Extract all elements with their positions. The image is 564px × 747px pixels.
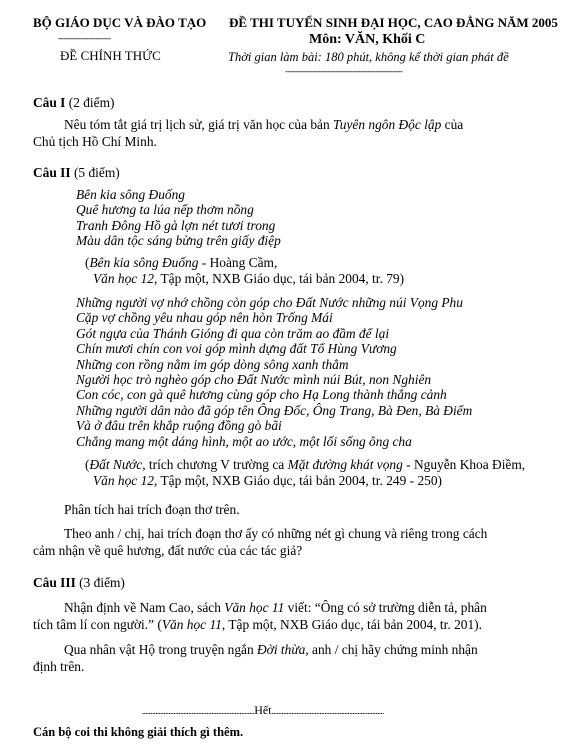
q1-text-a: Nêu tóm tắt giá trị lịch sử, giá trị văn học của bản	[64, 117, 334, 132]
cite2-author: - Nguyễn Khoa Điềm,	[402, 457, 526, 472]
cite2-mid: , trích chương V trường ca	[142, 457, 288, 472]
question-2-label: Câu II	[33, 165, 71, 180]
question-3-para2-line1	[64, 642, 478, 658]
poem-2-line: Người học trò nghèo góp cho Đất Nước mình núi Bút, non Nghiên	[76, 372, 432, 388]
q3-p1-c: tích tâm lí con người.” (	[33, 617, 162, 632]
cite1-title: Bên kia sông Đuống	[89, 255, 199, 270]
question-2-task-2-line2: cảm nhận về quê hương, đất nước của các tác giả?	[33, 543, 303, 558]
citation-1-line1	[85, 255, 404, 271]
question-1-text-line2: Chủ tịch Hồ Chí Minh.	[33, 134, 157, 149]
poem-1-line: Quê hương ta lúa nếp thơm nồng	[76, 202, 254, 218]
question-2-task-1: Phân tích hai trích đoạn thơ trên.	[64, 502, 240, 517]
cite1-author: - Hoàng Cầm,	[198, 255, 278, 270]
official-label: ĐỀ CHÍNH THỨC	[60, 48, 161, 63]
q3-p1-book2: Văn học 11	[161, 617, 222, 632]
citation-2-line2	[85, 473, 525, 489]
poem-2-line: Chẳng mang một dáng hình, một ao ước, một lối sống ông cha	[76, 433, 412, 449]
exam-time-note: Thời gian làm bài: 180 phút, không kể thời gian phát đề	[228, 50, 509, 64]
cite2-open: (	[85, 457, 90, 472]
poem-2-line: Những con rồng nằm im góp dòng sông xanh thẳm	[76, 356, 349, 372]
q1-work-title: Tuyên ngôn Độc lập	[333, 117, 442, 132]
question-1-text-line1	[64, 117, 463, 133]
poem-1-line: Màu dân tộc sáng bừng trên giấy điệp	[76, 233, 281, 249]
q3-p2-story: Đời thừa	[257, 642, 306, 657]
ministry-underline: ---------------------	[58, 33, 111, 43]
cite1-pub: , Tập một, NXB Giáo dục, tái bản 2004, tr. 79)	[154, 271, 405, 286]
poem-excerpt-1	[76, 187, 281, 249]
exam-subject: Môn: VĂN, Khối C	[309, 32, 426, 47]
question-1-points: (2 điểm)	[68, 95, 115, 110]
cite2-title: Đất Nước	[89, 457, 143, 472]
end-word: Hết	[254, 703, 272, 717]
question-3-points: (3 điểm)	[79, 575, 125, 590]
citation-2-line1	[85, 457, 525, 473]
poem-2-line: Con cóc, con gà quê hương cùng góp cho Hạ Long thành thắng cảnh	[76, 387, 447, 403]
question-1-label: Câu I	[33, 95, 66, 110]
poem-2-line: Những người dân nào đã góp tên Ông Đốc, Ông Trang, Bà Đen, Bà Điểm	[76, 402, 473, 418]
q3-p1-b: viết: “Ông có sở trường diễn tả, phân	[284, 600, 487, 615]
q3-p1-a: Nhận định về Nam Cao, sách	[64, 600, 225, 615]
poem-2-line: Gót ngựa của Thánh Gióng đi qua còn trăm ao đầm để lại	[76, 325, 390, 341]
exam-title: ĐỀ THI TUYỂN SINH ĐẠI HỌC, CAO ĐẲNG NĂM 2005	[229, 15, 558, 30]
poem-2-line: Cặp vợ chồng yêu nhau góp nên hòn Trống Mái	[76, 310, 333, 326]
citation-1-line2	[85, 271, 404, 287]
ministry-name: BỘ GIÁO DỤC VÀ ĐÀO TẠO	[33, 15, 207, 30]
proctor-note: Cán bộ coi thi không giải thích gì thêm.	[33, 725, 244, 739]
cite2-pub: , Tập một, NXB Giáo dục, tái bản 2004, tr. 249 - 250)	[154, 473, 442, 488]
end-dots-left: ....................................................................	[142, 706, 255, 716]
question-3-label: Câu III	[33, 575, 76, 590]
question-2-points: (5 điểm)	[73, 165, 120, 180]
cite1-book: Văn học 12	[93, 271, 154, 286]
question-3-para1-line1	[64, 600, 487, 616]
q3-p2-a: Qua nhân vật Hộ trong truyện ngắn	[64, 642, 258, 657]
question-3-para1-line2	[33, 617, 482, 633]
q3-p1-d: , Tập một, NXB Giáo dục, tái bản 2004, tr. 201).	[221, 617, 482, 632]
q1-text-b: của	[441, 117, 464, 132]
question-1-heading	[33, 95, 114, 111]
poem-2-line: Chín mươi chín con voi góp mình dựng đất Tổ Hùng Vương	[76, 341, 397, 357]
poem-2-citation	[85, 457, 525, 489]
cite2-book: Văn học 12	[93, 473, 154, 488]
poem-1-line: Bên kia sông Đuống	[76, 187, 185, 202]
question-2-heading	[33, 165, 120, 181]
poem-2-line: Và ở đâu trên khắp ruộng đồng gò bãi	[76, 418, 282, 434]
end-marker	[142, 703, 384, 718]
question-2-task-2-line1: Theo anh / chị, hai trích đoạn thơ ấy có những nét gì chung và riêng trong cách	[64, 526, 488, 541]
exam-time-underline: -----------------------------------------------	[285, 66, 403, 76]
poem-1-line: Tranh Đông Hồ gà lợn nét tươi trong	[76, 217, 276, 233]
q3-p1-book: Văn học 11	[224, 600, 285, 615]
cite2-title2: Mặt đường khát vọng	[287, 457, 403, 472]
q3-p2-b: , anh / chị hãy chứng minh nhận	[305, 642, 478, 657]
end-dots-right: ....................................................................	[271, 706, 384, 716]
poem-1-citation	[85, 255, 404, 287]
poem-2-line: Những người vợ nhớ chồng còn góp cho Đất Nước những núi Vọng Phu	[76, 295, 463, 310]
question-3-heading	[33, 575, 125, 591]
poem-excerpt-2	[76, 295, 472, 449]
cite1-open: (	[85, 255, 90, 270]
question-3-para2-line2: định trên.	[33, 659, 85, 674]
